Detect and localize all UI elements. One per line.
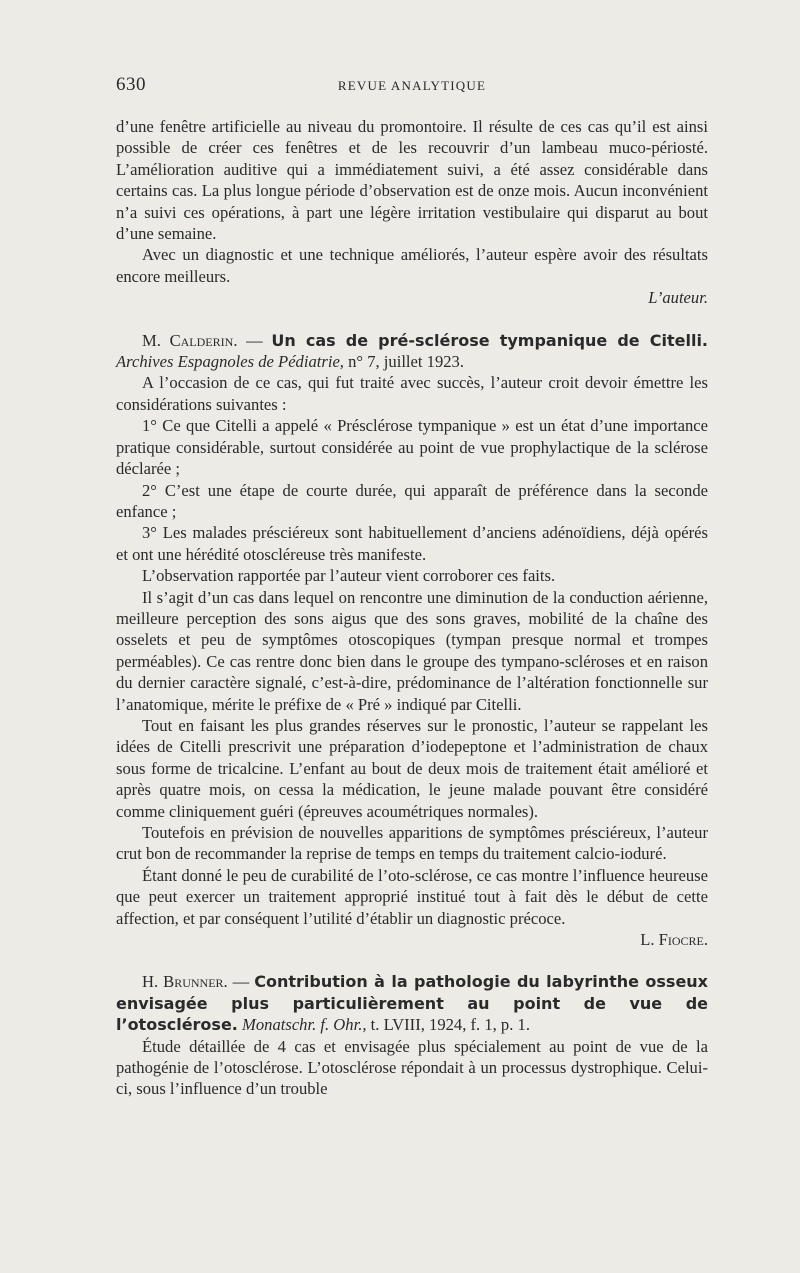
review-dash: — bbox=[232, 972, 250, 992]
paragraph: Étude détaillée de 4 cas et envisagée plus spécialement au point de vue de la pathogénie de l’otosclérose. L’otosclérose répondait à un processus dystrophique. Celui-ci, sous l’influence d’un trouble bbox=[116, 1036, 708, 1099]
section-spacer bbox=[116, 309, 708, 330]
paragraph: Toutefois en prévision de nouvelles apparitions de symptômes présciéreux, l’auteur crut bon de recommander la reprise de temps en temps du traitement calcio-ioduré. bbox=[116, 823, 708, 864]
paragraph: Il s’agit d’un cas dans lequel on rencontre une diminution de la conduction aérienne, meilleure perception des sons aigus que des sons graves, mobilité de la chaîne des osselets et peu de symptômes otoscopiques (tympan presque normal et trompes perméables). Ce cas rentre donc bien dans le groupe des tympano-scléroses et en raison du dernier caractère signalé, c’est-à-dire, prédominance de l’altération fonctionnelle sur l’anatomique, mérite le préfixe de « Pré » indiqué par Citelli. bbox=[116, 587, 708, 714]
signature-line bbox=[116, 287, 708, 308]
article-body bbox=[116, 116, 708, 1100]
review-title: Contribution à la pathologie du labyrinthe osseux envisagée plus particulièrement au point de vue de l’otosclérose. bbox=[116, 972, 709, 1035]
review-author-initial: M. bbox=[142, 330, 161, 350]
review-title: Un cas de pré-sclérose tympanique de Citelli. bbox=[271, 330, 709, 350]
paragraph: 2° C’est une étape de courte durée, qui apparaît de préférence dans la seconde enfance ; bbox=[116, 480, 708, 521]
review-journal: Monatschr. f. Ohr., bbox=[242, 1015, 367, 1035]
paragraph: A l’occasion de ce cas, qui fut traité avec succès, l’auteur croit devoir émettre les considérations suivantes : bbox=[116, 373, 708, 414]
section-spacer bbox=[116, 950, 708, 971]
review-author-name: Calderin bbox=[169, 330, 234, 350]
review-issue: n° 7, juillet 1923. bbox=[348, 352, 464, 372]
paragraph: 1° Ce que Citelli a appelé « Présclérose tympanique » est un état d’une importance pratique considérable, surtout considérée au point de vue prophylactique de la sclérose déclarée ; bbox=[116, 416, 708, 479]
paragraph: Avec un diagnostic et une technique améliorés, l’auteur espère avoir des résultats encore meilleurs. bbox=[116, 245, 708, 286]
continued-paragraph: d’une fenêtre artificielle au niveau du promontoire. Il résulte de ces cas qu’il est ainsi possible de créer ces fenêtres et de les recouvrir d’un lambeau muco-périosté. L’amélioration auditive qui a immédiatement suivi, a été assez considérable dans certains cas. La plus longue période d’observation est de onze mois. Aucun inconvénient n’a suivi ces opérations, à part une légère irritation vestibulaire qui disparut au bout d’une semaine. bbox=[116, 117, 708, 244]
page-number: 630 bbox=[116, 74, 146, 95]
review-heading: H. Brunner. — Contribution à la pathologie du labyrinthe osseux envisagée plus particulièrement au point de vue de l’otosclérose. Monatschr. f. Ohr., t. LVIII, 1924, f. 1, p. 1. bbox=[116, 972, 709, 1035]
signature: L’auteur. bbox=[648, 288, 708, 308]
running-head: REVUE ANALYTIQUE bbox=[337, 78, 487, 93]
page-header bbox=[116, 74, 708, 100]
signature: L. Fiocre. bbox=[640, 930, 708, 950]
paragraph: L’observation rapportée par l’auteur vient corroborer ces faits. bbox=[142, 566, 556, 586]
paragraph: 3° Les malades présciéreux sont habituellement d’anciens adénoïdiens, déjà opérés et ont une hérédité otoscléreuse très manifeste. bbox=[116, 523, 708, 564]
review-issue: t. LVIII, 1924, f. 1, p. 1. bbox=[370, 1015, 530, 1035]
review-author-name: Brunner bbox=[163, 972, 224, 992]
review-dash: — bbox=[246, 330, 263, 350]
signature-line bbox=[116, 929, 708, 950]
review-heading: M. Calderin. — Un cas de pré-sclérose tympanique de Citelli. Archives Espagnoles de Pédiatrie, n° 7, juillet 1923. bbox=[116, 330, 709, 372]
paragraph: Étant donné le peu de curabilité de l’oto-sclérose, ce cas montre l’influence heureuse que peut exercer un traitement approprié institué tout à fait dès le début de cette affection, et par conséquent l’utilité d’établir un diagnostic précoce. bbox=[116, 865, 708, 928]
review-author-initial: H. bbox=[142, 972, 159, 992]
review-journal: Archives Espagnoles de Pédiatrie, bbox=[116, 352, 344, 372]
paragraph: Tout en faisant les plus grandes réserves sur le pronostic, l’auteur se rappelant les idées de Citelli prescrivit une préparation d’iodepeptone et l’administration de chaux sous forme de tricalcine. L’enfant au bout de deux mois de traitement était amélioré et après quatre mois, on cessa la médication, le jeune malade pouvant être considéré comme cliniquement guéri (épreuves acoumétriques normales). bbox=[116, 715, 708, 821]
